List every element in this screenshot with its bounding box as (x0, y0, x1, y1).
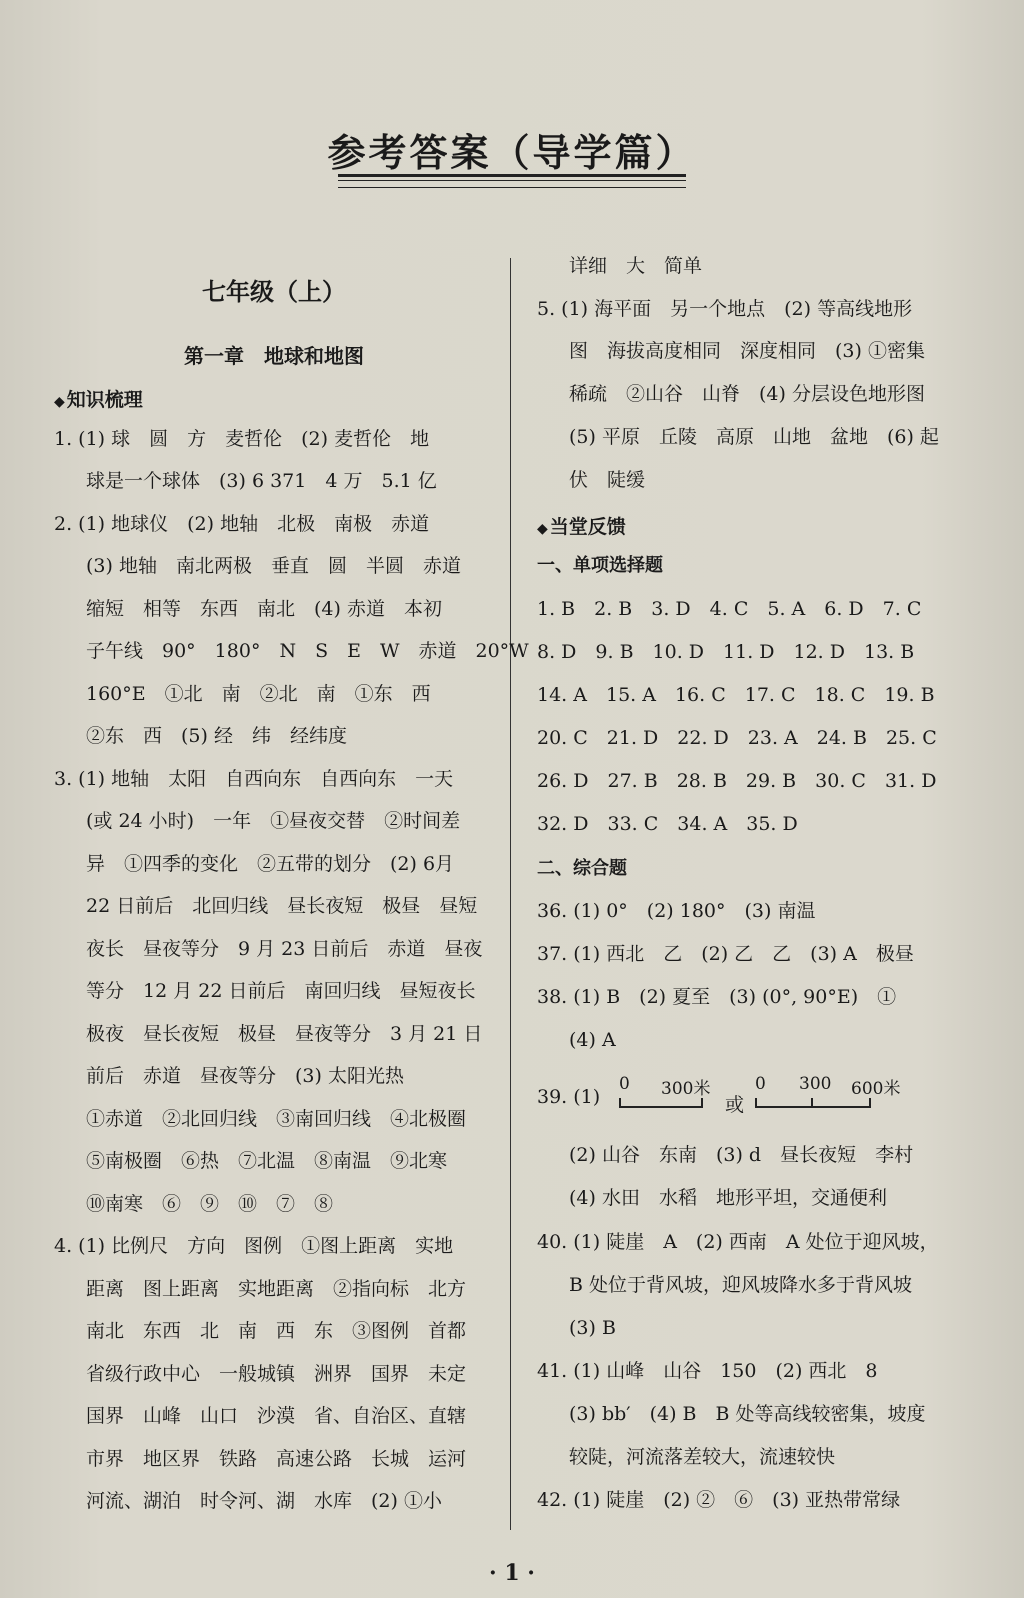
answer-line: 42. (1) 陡崖 (2) ② ⑥ (3) 亚热带常绿 (537, 1489, 901, 1511)
answer-line: 等分 12 月 22 日前后 南回归线 昼短夜长 (86, 980, 476, 1002)
answer-line: (4) A (569, 1029, 616, 1051)
answer-line: 南北 东西 北 南 西 东 ③图例 首都 (86, 1320, 467, 1342)
diamond-icon: ◆ (54, 394, 65, 410)
answer-line: 41. (1) 山峰 山谷 150 (2) 西北 8 (537, 1360, 878, 1382)
answer-line: 较陡，河流落差较大，流速较快 (569, 1446, 836, 1468)
chapter-heading: 第一章 地球和地图 (184, 344, 364, 368)
answer-line: 距离 图上距离 实地距离 ②指向标 北方 (86, 1278, 467, 1300)
answer-line: 极夜 昼长夜短 极昼 昼夜等分 3 月 21 日 (86, 1023, 483, 1045)
answer-line: (4) 水田 水稻 地形平坦，交通便利 (569, 1187, 887, 1209)
answer-line: 河流、湖泊 时令河、湖 水库 (2) ①小 (86, 1490, 442, 1512)
answer-line: 1. (1) 球 圆 方 麦哲伦 (2) 麦哲伦 地 (54, 428, 430, 450)
answer-line: ⑤南极圈 ⑥热 ⑦北温 ⑧南温 ⑨北寒 (86, 1150, 448, 1172)
answer-line: 夜长 昼夜等分 9 月 23 日前后 赤道 昼夜 (86, 938, 483, 960)
answer-line: 40. (1) 陡崖 A (2) 西南 A 处位于迎风坡， (537, 1231, 939, 1253)
answer-line: 异 ①四季的变化 ②五带的划分 (2) 6月 (86, 853, 455, 875)
answer-line: (或 24 小时) 一年 ①昼夜交替 ②时间差 (86, 810, 461, 832)
title-underline-inner (338, 180, 686, 181)
page-number: · 1 · (489, 1560, 535, 1586)
answer-line: 图 海拔高度相同 深度相同 (3) ①密集 (569, 340, 925, 362)
scale2-mid: 300 (799, 1074, 832, 1094)
mc-answer-line: 14. A 15. A 16. C 17. C 18. C 19. B (537, 684, 935, 706)
title-underline (338, 174, 686, 188)
answer-line: ①赤道 ②北回归线 ③南回归线 ④北极圈 (86, 1108, 467, 1130)
section-label: 知识梳理 (66, 389, 143, 411)
grade-heading: 七年级（上） (202, 278, 346, 306)
scale-bar-2-tick (811, 1098, 813, 1106)
answer-line: 稀疏 ②山谷 山脊 (4) 分层设色地形图 (569, 383, 925, 405)
column-divider (510, 258, 511, 1530)
mc-answer-line: 1. B 2. B 3. D 4. C 5. A 6. D 7. C (537, 598, 922, 620)
answer-line: 22 日前后 北回归线 昼长夜短 极昼 昼短 (86, 895, 478, 917)
answer-line: 球是一个球体 (3) 6 371 4 万 5.1 亿 (86, 470, 437, 492)
answer-line: 缩短 相等 东西 南北 (4) 赤道 本初 (86, 598, 442, 620)
scale2-end: 600米 (851, 1079, 901, 1099)
mc-answer-line: 8. D 9. B 10. D 11. D 12. D 13. B (537, 641, 915, 663)
feedback-label: 当堂反馈 (549, 516, 626, 538)
page-title: 参考答案（导学篇） (327, 131, 697, 175)
answer-line: 4. (1) 比例尺 方向 图例 ①图上距离 实地 (54, 1235, 454, 1257)
answer-line: (2) 山谷 东南 (3) d 昼长夜短 李村 (569, 1144, 914, 1166)
subsection-heading: 二、综合题 (537, 858, 627, 879)
subsection-heading: 一、单项选择题 (537, 555, 663, 576)
answer-line: 3. (1) 地轴 太阳 自西向东 自西向东 一天 (54, 768, 454, 790)
answer-line: 38. (1) B (2) 夏至 (3) (0°, 90°E) ① (537, 986, 897, 1008)
answer-line: 伏 陡缓 (569, 469, 646, 491)
answer-line: (5) 平原 丘陵 高原 山地 盆地 (6) 起 (569, 426, 939, 448)
mc-answer-line: 20. C 21. D 22. D 23. A 24. B 25. C (537, 727, 937, 749)
answer-line: 国界 山峰 山口 沙漠 省、自治区、直辖 (86, 1405, 467, 1427)
answer-line: (3) bb′ (4) B B 处等高线较密集，坡度 (569, 1403, 926, 1425)
scale-bar-1 (619, 1098, 703, 1108)
answer-line: 160°E ①北 南 ②北 南 ①东 西 (86, 683, 431, 705)
answer-line: 37. (1) 西北 乙 (2) 乙 乙 (3) A 极昼 (537, 943, 914, 965)
scale-bar-2 (755, 1098, 871, 1108)
q39-label: 39. (1) (537, 1086, 601, 1108)
answer-line: (3) B (569, 1317, 616, 1339)
scale1-end: 300米 (661, 1079, 711, 1099)
answer-line: ⑩南寒 ⑥ ⑨ ⑩ ⑦ ⑧ (86, 1193, 334, 1215)
answer-line: 省级行政中心 一般城镇 洲界 国界 未定 (86, 1363, 467, 1385)
answer-line: 36. (1) 0° (2) 180° (3) 南温 (537, 900, 816, 922)
section-heading (54, 385, 143, 412)
answer-line: (3) 地轴 南北两极 垂直 圆 半圆 赤道 (86, 555, 461, 577)
scale-diagrams (619, 1074, 959, 1122)
answer-line: 2. (1) 地球仪 (2) 地轴 北极 南极 赤道 (54, 513, 430, 535)
answer-line: 市界 地区界 铁路 高速公路 长城 运河 (86, 1448, 467, 1470)
answer-line: ②东 西 (5) 经 纬 经纬度 (86, 725, 347, 747)
mc-answer-line: 26. D 27. B 28. B 29. B 30. C 31. D (537, 770, 937, 792)
or-text: 或 (725, 1094, 745, 1116)
feedback-heading (537, 512, 626, 539)
answer-line: 子午线 90° 180° N S E W 赤道 20°W (86, 640, 529, 662)
mc-answer-line: 32. D 33. C 34. A 35. D (537, 813, 798, 835)
scale2-zero: 0 (755, 1074, 766, 1094)
answer-line: 前后 赤道 昼夜等分 (3) 太阳光热 (86, 1065, 404, 1087)
answer-line: B 处位于背风坡，迎风坡降水多于背风坡 (569, 1274, 913, 1296)
diamond-icon: ◆ (537, 521, 548, 537)
scale1-zero: 0 (619, 1074, 630, 1094)
answer-line: 详细 大 简单 (569, 255, 703, 277)
answer-line: 5. (1) 海平面 另一个地点 (2) 等高线地形 (537, 298, 913, 320)
